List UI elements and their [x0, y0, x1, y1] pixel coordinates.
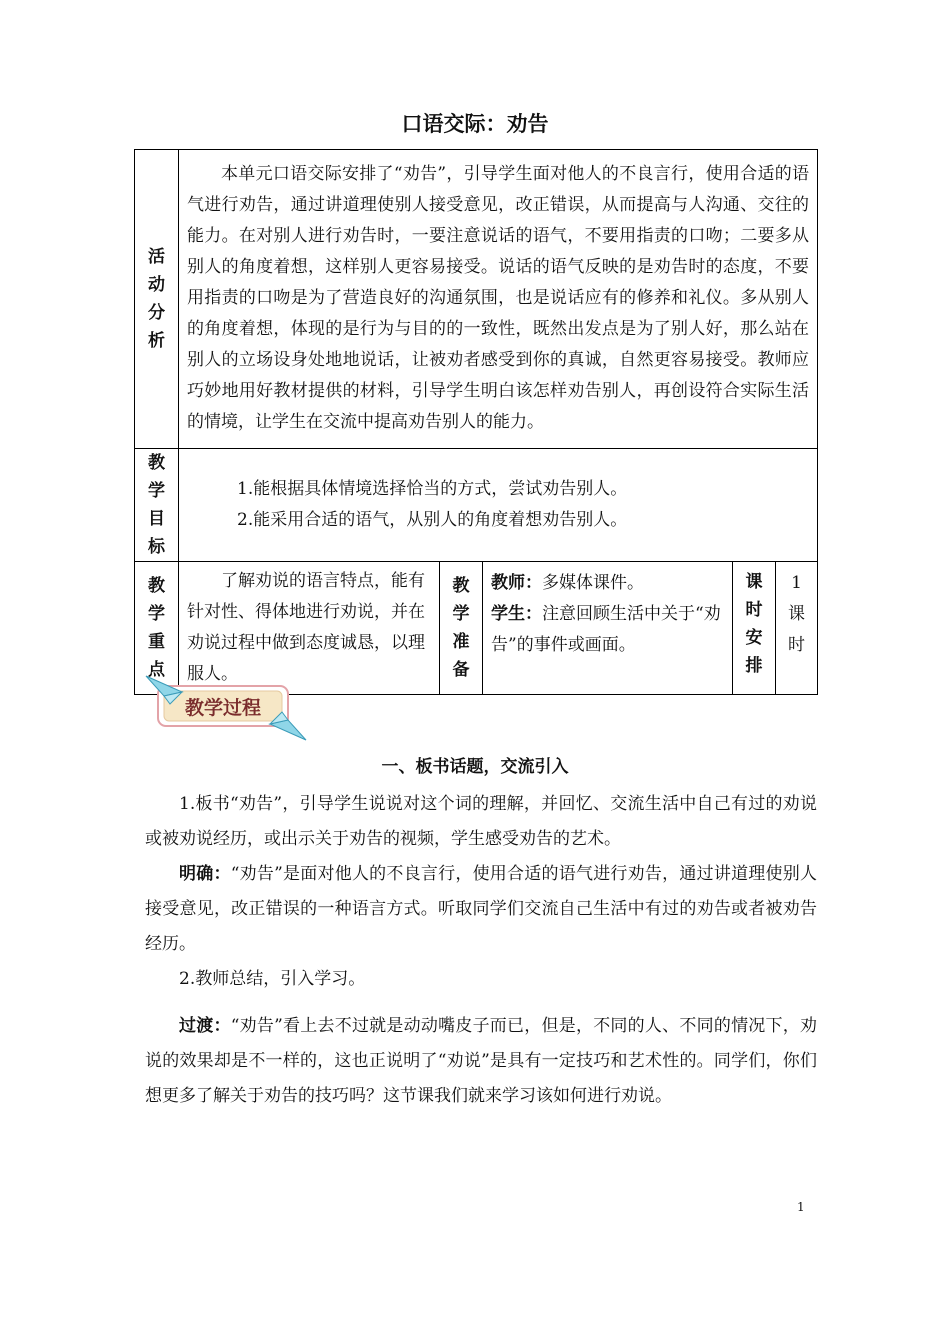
banner-text: 教学过程	[184, 697, 262, 719]
goals-label: 教 学 目 标	[135, 449, 179, 562]
analysis-row	[135, 150, 818, 449]
goals-row	[135, 449, 818, 562]
keypoints-text: 了解劝说的语言特点，能有针对性、得体地进行劝说，并在劝说过程中做到态度诚恳，以理服人。	[179, 562, 440, 695]
prep-teacher: 教师：多媒体课件。	[491, 573, 644, 593]
section-heading: 一、板书话题，交流引入	[381, 757, 569, 777]
paragraph-1: 1.板书“劝告”，引导学生说说对这个词的理解，并回忆、交流生活中自己有过的劝说或被劝说经历，或出示关于劝告的视频，学生感受劝告的艺术。	[145, 794, 817, 849]
paragraph-3: 2.教师总结，引入学习。	[179, 969, 366, 989]
prep-label: 教 学 准 备	[440, 562, 483, 695]
goal-item: 2.能采用合适的语气，从别人的角度着想劝告别人。	[237, 510, 628, 530]
hours-value: 1 课 时	[776, 562, 818, 695]
hours-label: 课 时 安 排	[733, 562, 776, 695]
prep-text	[483, 562, 733, 695]
keypoints-label: 教 学 重 点	[135, 562, 179, 695]
prep-student: 学生：注意回顾生活中关于“劝告”的事件或画面。	[491, 604, 721, 655]
goals-list	[179, 449, 818, 562]
page-number: 1	[797, 1200, 805, 1214]
page-title: 口语交际：劝告	[401, 112, 549, 136]
teaching-process-banner	[140, 672, 312, 744]
analysis-label: 活 动 分 析	[135, 150, 179, 449]
analysis-text: 本单元口语交际安排了“劝告”，引导学生面对他人的不良言行，使用合适的语气进行劝告，通过讲道理使别人接受意见，改正错误，从而提高与人沟通、交往的能力。在对别人进行劝告时，一要注意说话的语气，不要用指责的口吻；二要多从别人的角度着想，这样别人更容易接受。说话的语气反映的是劝告时的态度，不要用指责的口吻是为了营造良好的沟通氛围，也是说话应有的修养和礼仪。多从别人的角度着想，体现的是行为与目的的一致性，既然出发点是为了别人好，那么站在别人的立场设身处地地说话，让被劝者感受到你的真诚，自然更容易接受。教师应巧妙地用好教材提供的材料，引导学生明白该怎样劝告别人，再创设符合实际生活的情境，让学生在交流中提高劝告别人的能力。	[179, 150, 818, 449]
paragraph-2: 明确：“劝告”是面对他人的不良言行，使用合适的语气进行劝告，通过讲道理使别人接受意见，改正错误的一种语言方式。听取同学们交流自己生活中有过的劝告或者被劝告经历。	[145, 864, 817, 954]
paragraph-4: 过渡：“劝告”看上去不过就是动动嘴皮子而已，但是，不同的人、不同的情况下，劝说的效果却是不一样的，这也正说明了“劝说”是具有一定技巧和艺术性的。同学们，你们想更多了解关于劝告的技巧吗？这节课我们就来学习该如何进行劝说。	[145, 1016, 817, 1106]
goal-item: 1.能根据具体情境选择恰当的方式，尝试劝告别人。	[237, 479, 628, 499]
lesson-plan-table	[134, 149, 818, 695]
